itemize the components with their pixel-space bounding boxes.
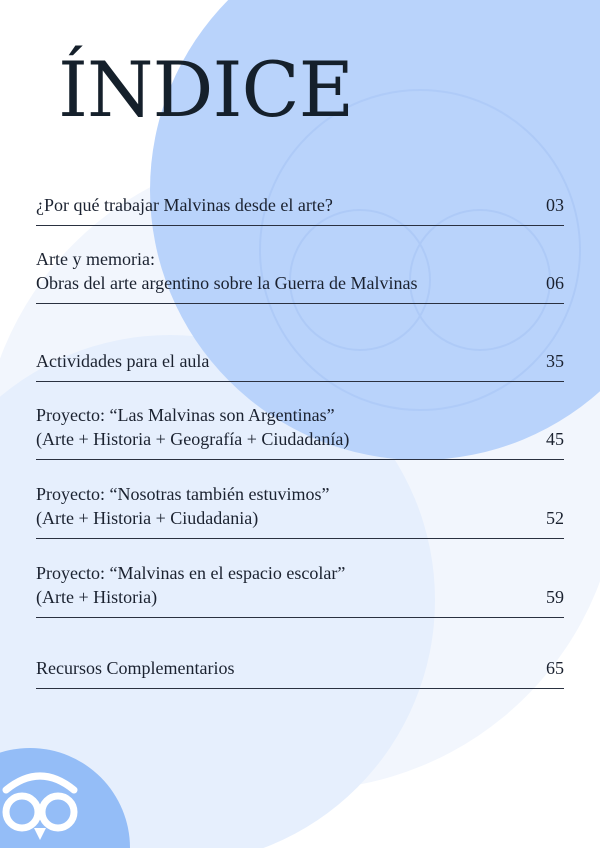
toc-entry-page: 59 <box>546 587 564 607</box>
toc-entry-title <box>36 656 234 680</box>
toc-entry-line: Arte y memoria: <box>36 249 155 269</box>
toc-entry-page: 52 <box>546 508 564 528</box>
toc-entry-line: Proyecto: “Malvinas en el espacio escolar” <box>36 563 346 583</box>
toc-entry[interactable] <box>36 560 564 618</box>
toc-entry-line: Proyecto: “Nosotras también estuvimos” <box>36 484 330 504</box>
toc-entry-page: 06 <box>546 273 564 293</box>
toc-entry-title <box>36 349 209 373</box>
toc-entry-line: Proyecto: “Las Malvinas son Argentinas” <box>36 405 335 425</box>
toc-entry[interactable] <box>36 481 564 539</box>
toc-entry-page: 65 <box>546 658 564 678</box>
toc-entry-line: Recursos Complementarios <box>36 658 235 678</box>
toc-entry-line: (Arte + Historia) <box>36 587 158 607</box>
toc-entry[interactable] <box>36 191 564 226</box>
toc-entry-page: 03 <box>546 195 564 215</box>
toc-entry-title <box>36 482 329 530</box>
toc-entry-line: ¿Por qué trabajar Malvinas desde el arte? <box>36 195 333 215</box>
toc-entry-line: (Arte + Historia + Ciudadania) <box>36 508 259 528</box>
toc-entry-line: Obras del arte argentino sobre la Guerra de Malvinas <box>36 273 418 293</box>
toc-entry-title <box>36 193 333 217</box>
toc-entry-line: Actividades para el aula <box>36 351 210 371</box>
owl-icon <box>0 742 126 848</box>
toc-entry-page: 45 <box>546 429 564 449</box>
toc-entry[interactable] <box>36 653 564 689</box>
toc-entry-page: 35 <box>546 351 564 371</box>
toc-entry-title <box>36 561 345 609</box>
toc-entry[interactable] <box>36 246 564 304</box>
toc-entry-title <box>36 247 418 295</box>
toc-entry-title <box>36 403 349 451</box>
page-title: ÍNDICE <box>58 45 354 134</box>
toc-entry[interactable] <box>36 346 564 382</box>
toc-entry[interactable] <box>36 402 564 460</box>
toc-entry-line: (Arte + Historia + Geografía + Ciudadanía) <box>36 429 350 449</box>
